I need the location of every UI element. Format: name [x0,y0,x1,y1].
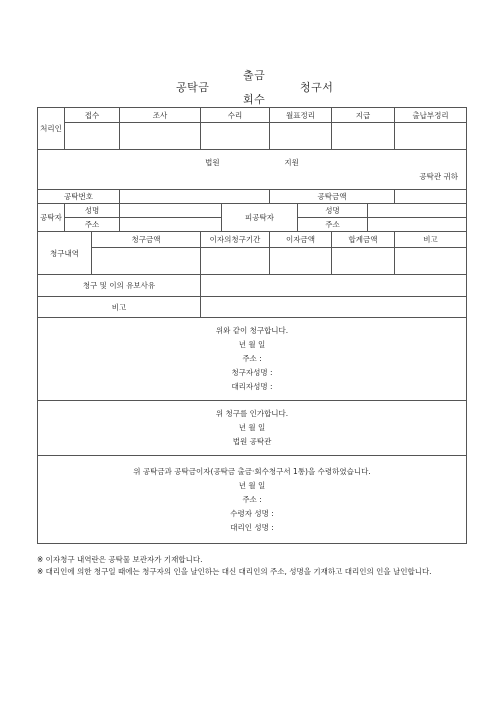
depositor-name-label: 성명 [65,204,120,218]
footnote-interest: ※ 이자청구 내역란은 공탁물 보관자가 기재합니다. [37,555,203,564]
request-address: 주소 : [242,354,262,363]
interest-amount-field[interactable] [270,248,332,275]
receipt-date: 년 월 일 [238,480,266,490]
receipt-block [38,456,467,544]
beneficiary-name-field[interactable] [368,204,467,218]
claim-amount-field[interactable] [92,248,201,275]
processor-label: 처리인 [38,108,65,150]
receipt-address: 주소 : [242,494,262,504]
ledger-stamp[interactable] [395,123,467,150]
deposit-number-field[interactable] [120,190,270,204]
footnote-agent: ※ 대리인에 의한 청구일 때에는 청구자의 인을 날인하는 대신 대리인의 주소, 성명을 기재하고 대리인의 인을 날인합니다. [37,567,432,576]
beneficiary-address-field[interactable] [368,218,467,232]
approval-statement: 위 청구를 인가합니다. [215,409,289,418]
recipient-name: 수령자 성명 : [230,508,274,518]
depositor-name-field[interactable] [120,204,222,218]
receipt-stamp[interactable] [65,123,120,150]
payment-stamp[interactable] [332,123,395,150]
approval-officer: 법원 공탁관 [232,437,272,446]
monthly-stamp[interactable] [270,123,332,150]
col-interest-amount: 이자금액 [270,232,332,248]
claim-form-table [37,107,467,544]
branch-label: 지원 [284,157,299,167]
col-acceptance: 수리 [201,108,270,123]
addressee: 공탁관 귀하 [419,171,459,181]
beneficiary-name-label: 성명 [298,204,368,218]
col-interest-period: 이자의청구기간 [201,232,270,248]
claim-details-label: 청구내역 [38,232,92,275]
agent-name: 대리자성명 : [231,382,273,391]
deposit-amount-label: 공탁금액 [270,190,395,204]
depositor-address-label: 주소 [65,218,120,232]
reason-field[interactable] [201,275,467,297]
receipt-statement: 위 공탁금과 공탁금이자(공탁금 출금·회수청구서 1통)을 수령하였습니다. [133,466,371,476]
col-payment: 지급 [332,108,395,123]
acceptance-stamp[interactable] [201,123,270,150]
deposit-number-label: 공탁번호 [38,190,120,204]
col-ledger: 출납부정리 [395,108,467,123]
remarks-label: 비고 [38,297,201,318]
deposit-amount-field[interactable] [395,190,467,204]
claim-remarks-field[interactable] [395,248,467,275]
investigation-stamp[interactable] [120,123,201,150]
footnotes [37,554,469,578]
col-claim-amount: 청구금액 [92,232,201,248]
beneficiary-label: 피공탁자 [222,204,298,232]
court-label: 법원 [205,157,220,167]
request-date: 년 월 일 [238,340,266,349]
approval-block [38,401,467,456]
title-claim: 청구서 [300,81,334,94]
col-investigation: 조사 [120,108,201,123]
beneficiary-address-label: 주소 [298,218,368,232]
col-receipt: 접수 [65,108,120,123]
requester-name: 청구자성명 : [231,368,273,377]
interest-period-field[interactable] [201,248,270,275]
col-claim-remarks: 비고 [395,232,467,248]
depositor-address-field[interactable] [120,218,222,232]
col-total-amount: 합계금액 [332,232,395,248]
total-amount-field[interactable] [332,248,395,275]
depositor-label: 공탁자 [38,204,65,232]
reason-label: 청구 및 이의 유보사유 [38,275,201,297]
remarks-field[interactable] [201,297,467,318]
title-deposit: 공탁금 [176,81,210,94]
title-withdraw: 출금 [243,69,266,82]
request-block [38,318,467,401]
request-statement: 위와 같이 청구합니다. [215,326,289,335]
court-block [38,150,467,190]
receipt-agent-name: 대리인 성명 : [230,522,274,532]
col-monthly: 월표정리 [270,108,332,123]
title-recovery: 회수 [243,93,266,106]
approval-date: 년 월 일 [238,423,266,432]
